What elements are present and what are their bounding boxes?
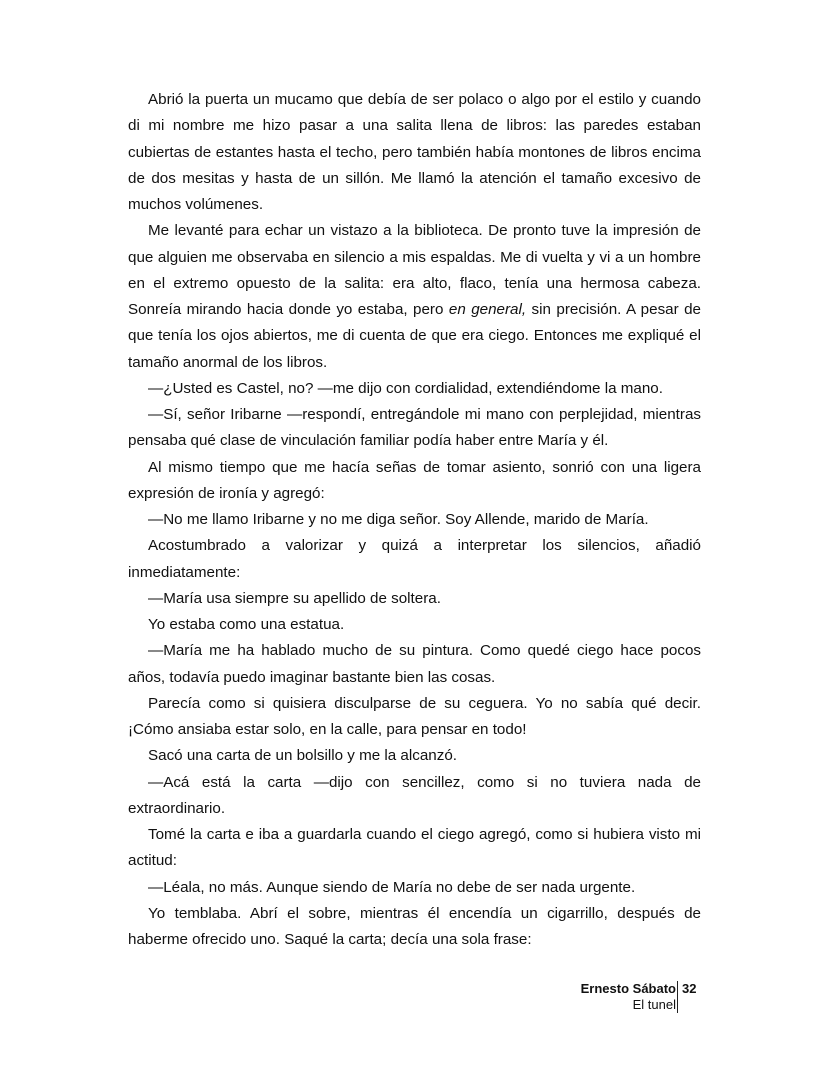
paragraph: [128, 612, 701, 638]
text-line: muchos volúmenes.: [128, 196, 264, 213]
page-number: 32: [677, 981, 696, 1013]
text-line: —¿Usted es Castel, no? —me dijo con cordialidad, extendiéndome la mano.: [148, 379, 663, 397]
text-line: Yo estaba como una estatua.: [148, 616, 345, 633]
paragraph: [128, 455, 701, 508]
text-line: que alguien me observaba en silencio a mis espaldas. Me di vuelta y vi a un hombre: [128, 248, 701, 266]
paragraph: [128, 901, 701, 954]
text-line: —Léala, no más. Aunque siendo de María no debe de ser nada urgente.: [148, 878, 636, 896]
paragraph: [128, 87, 701, 218]
text-line: años, todavía puedo imaginar bastante bien las cosas.: [128, 668, 496, 686]
text-line: en el extremo opuesto de la salita: era alto, flaco, tenía una hermosa cabeza.: [128, 274, 701, 292]
text-line: Sacó una carta de un bolsillo y me la alcanzó.: [148, 747, 457, 765]
text-line: cubiertas de estantes hasta el techo, pero también había montones de libros encima: [128, 143, 701, 161]
paragraph: [128, 533, 701, 586]
text-line: —Sí, señor Iribarne —respondí, entregándole mi mano con perplejidad, mientras: [148, 406, 701, 423]
text-line: Parecía como si quisiera disculparse de su ceguera. Yo no sabía qué decir.: [148, 694, 701, 712]
paragraph: [128, 402, 701, 455]
emphasis: en general,: [448, 301, 527, 318]
paragraph: [128, 822, 701, 875]
paragraph: [128, 743, 701, 769]
paragraph: [128, 875, 701, 901]
text-line: haberme ofrecido uno. Saqué la carta; decía una sola frase:: [128, 931, 532, 948]
text-line: Yo temblaba. Abrí el sobre, mientras él encendía un cigarrillo, después de: [148, 904, 701, 922]
text-line: expresión de ironía y agregó:: [128, 484, 325, 502]
text-line: de dos mesitas y hasta de un sillón. Me llamó la atención el tamaño excesivo de: [128, 169, 701, 187]
paragraph: [128, 376, 701, 402]
text-line: extraordinario.: [128, 799, 226, 817]
text-line: Abrió la puerta un mucamo que debía de ser polaco o algo por el estilo y cuando: [148, 91, 701, 108]
text-line: —María me ha hablado mucho de su pintura. Como quedé ciego hace pocos: [148, 642, 701, 660]
text-line: pensaba qué clase de vinculación familiar podía haber entre María y él.: [128, 432, 609, 450]
footer-book-title: El tunel: [632, 997, 676, 1012]
paragraph: [128, 770, 701, 823]
text-line: —No me llamo Iribarne y no me diga señor. Soy Allende, marido de María.: [148, 511, 649, 528]
text-line: —María usa siempre su apellido de soltera.: [148, 589, 441, 607]
text-line: tamaño anormal de los libros.: [128, 353, 328, 371]
paragraph: [128, 638, 701, 691]
text-line: que tenía los ojos abiertos, me di cuenta de que era ciego. Entonces me expliqué el: [128, 327, 701, 345]
text-line: ¡Cómo ansiaba estar solo, en la calle, para pensar en todo!: [128, 721, 527, 738]
text-line: —Acá está la carta —dijo con sencillez, como si no tuviera nada de: [148, 773, 701, 791]
paragraph: [128, 218, 701, 376]
text-line: actitud:: [128, 852, 177, 870]
text-line: Tomé la carta e iba a guardarla cuando el ciego agregó, como si hubiera visto mi: [148, 826, 701, 843]
page-footer: [540, 981, 676, 1013]
text-line: Me levanté para echar un vistazo a la biblioteca. De pronto tuve la impresión de: [148, 222, 701, 240]
paragraph: [128, 586, 701, 612]
paragraph: [128, 691, 701, 744]
text-line: inmediatamente:: [128, 563, 241, 581]
paragraph: [128, 507, 701, 533]
text-line: Al mismo tiempo que me hacía señas de tomar asiento, sonrió con una ligera: [148, 458, 701, 476]
text-line: Sonreía mirando hacia donde yo estaba, pero en general, sin precisión. A pesar de: [128, 301, 701, 318]
footer-author: Ernesto Sábato: [580, 981, 676, 996]
text-line: di mi nombre me hizo pasar a una salita llena de libros: las paredes estaban: [128, 117, 701, 135]
body-text: [128, 87, 701, 953]
text-line: Acostumbrado a valorizar y quizá a interpretar los silencios, añadió: [148, 537, 701, 555]
